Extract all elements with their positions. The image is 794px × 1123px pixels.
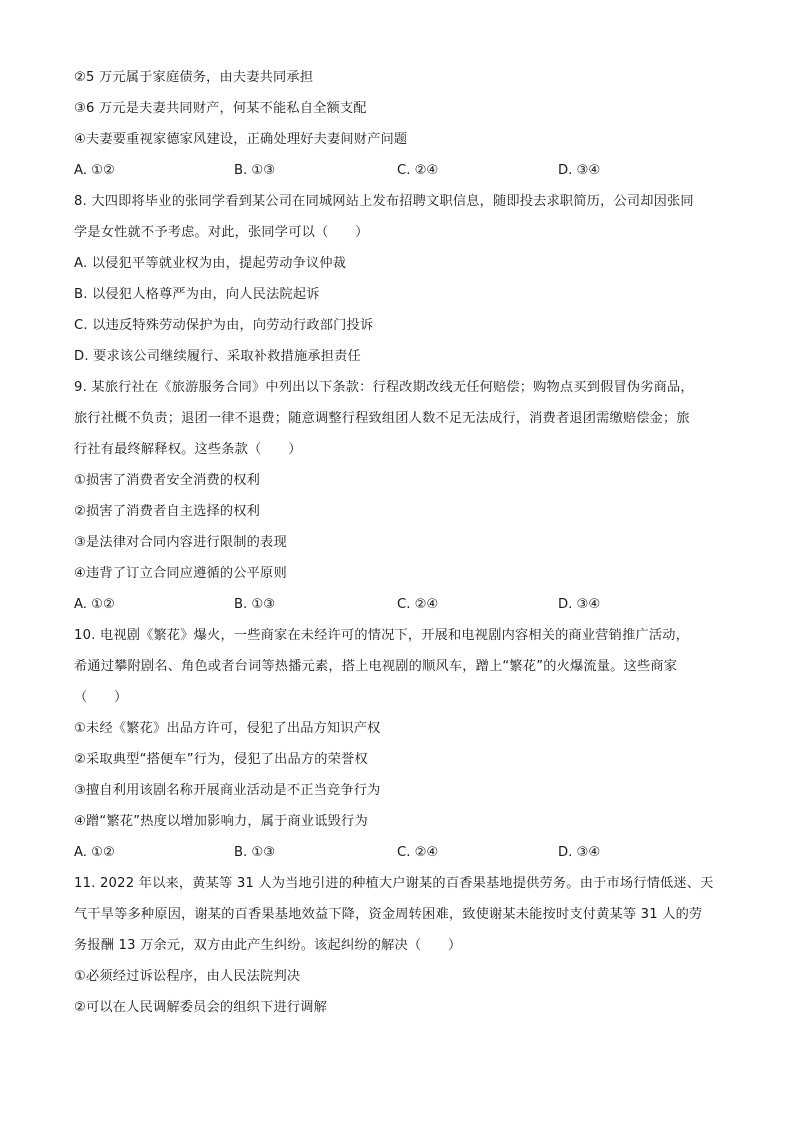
q10-option-d: D. ③④ xyxy=(558,845,601,860)
question-10 xyxy=(74,620,724,868)
q10-stem-line-1: 10. 电视剧《繁花》爆火，一些商家在未经许可的情况下，开展和电视剧内容相关的商业营销推广活动， xyxy=(74,628,690,643)
q7-option-d: D. ③④ xyxy=(558,163,601,178)
q9-item-1: ①损害了消费者安全消费的权利 xyxy=(74,473,261,488)
q9-option-b: B. ①③ xyxy=(234,597,276,612)
q8-option-d: D. 要求该公司继续履行、采取补救措施承担责任 xyxy=(74,349,361,364)
q10-option-b: B. ①③ xyxy=(234,845,276,860)
question-11 xyxy=(74,868,724,1023)
q9-stem-line-2: 旅行社概不负责；退团一律不退费；随意调整行程致组团人数不足无法成行，消费者退团需缴赔偿金；旅 xyxy=(74,411,690,426)
q11-item-2: ②可以在人民调解委员会的组织下进行调解 xyxy=(74,1000,327,1015)
q10-item-1: ①未经《繁花》出品方许可，侵犯了出品方知识产权 xyxy=(74,721,381,736)
q10-item-2: ②采取典型“搭便车”行为，侵犯了出品方的荣誉权 xyxy=(74,752,368,767)
q9-stem-line-1: 9. 某旅行社在《旅游服务合同》中列出以下条款：行程改期改线无任何赔偿；购物点买到假冒伪劣商品， xyxy=(74,380,694,395)
q11-stem-line-1: 11. 2022 年以来，黄某等 31 人为当地引进的种植大户谢某的百香果基地提供劳务。由于市场行情低迷、天 xyxy=(74,876,714,891)
q7-options xyxy=(74,155,724,186)
q11-item-1: ①必须经过诉讼程序，由人民法院判决 xyxy=(74,969,301,984)
q10-option-a: A. ①② xyxy=(74,845,115,860)
q8-option-b: B. 以侵犯人格尊严为由，向人民法院起诉 xyxy=(74,287,320,302)
q7-item-4: ④夫妻要重视家德家风建设，正确处理好夫妻间财产问题 xyxy=(74,132,408,147)
q7-option-c: C. ②④ xyxy=(397,163,439,178)
q9-item-2: ②损害了消费者自主选择的权利 xyxy=(74,504,261,519)
q8-stem-line-1: 8. 大四即将毕业的张同学看到某公司在同城网站上发布招聘文职信息，随即投去求职简历，公司却因张同 xyxy=(74,194,694,209)
q9-item-4: ④违背了订立合同应遵循的公平原则 xyxy=(74,566,287,581)
q9-item-3: ③是法律对合同内容进行限制的表现 xyxy=(74,535,287,550)
q10-option-c: C. ②④ xyxy=(397,845,439,860)
q9-stem-line-3: 行社有最终解释权。这些条款（ ） xyxy=(74,442,302,457)
q10-item-4: ④蹭“繁花”热度以增加影响力，属于商业诋毁行为 xyxy=(74,814,368,829)
q8-option-c: C. 以违反特殊劳动保护为由，向劳动行政部门投诉 xyxy=(74,318,374,333)
exam-page xyxy=(74,62,724,1023)
q8-stem-line-2: 学是女性就不予考虑。对此，张同学可以（ ） xyxy=(74,225,369,240)
q7-option-b: B. ①③ xyxy=(234,163,276,178)
question-8 xyxy=(74,186,724,372)
q9-option-a: A. ①② xyxy=(74,597,115,612)
q9-option-d: D. ③④ xyxy=(558,597,601,612)
q10-item-3: ③擅自利用该剧名称开展商业活动是不正当竞争行为 xyxy=(74,783,381,798)
q11-stem-line-3: 务报酬 13 万余元，双方由此产生纠纷。该起纠纷的解决（ ） xyxy=(74,938,462,953)
q7-option-a: A. ①② xyxy=(74,163,115,178)
q7-item-2: ②5 万元属于家庭债务，由夫妻共同承担 xyxy=(74,70,314,85)
q10-options xyxy=(74,837,724,868)
q7-item-3: ③6 万元是夫妻共同财产，何某不能私自全额支配 xyxy=(74,101,367,116)
q10-stem-line-3: （ ） xyxy=(74,690,128,705)
q8-option-a: A. 以侵犯平等就业权为由，提起劳动争议仲裁 xyxy=(74,256,347,271)
question-9 xyxy=(74,372,724,620)
q11-stem-line-2: 气干旱等多种原因，谢某的百香果基地效益下降，资金周转困难，致使谢某未能按时支付黄某等 31 人的劳 xyxy=(74,907,703,922)
q10-stem-line-2: 希通过攀附剧名、角色或者台词等热播元素，搭上电视剧的顺风车，蹭上“繁花”的火爆流量。这些商家 xyxy=(74,659,678,674)
q9-options xyxy=(74,589,724,620)
q9-option-c: C. ②④ xyxy=(397,597,439,612)
question-7-continuation xyxy=(74,62,724,186)
